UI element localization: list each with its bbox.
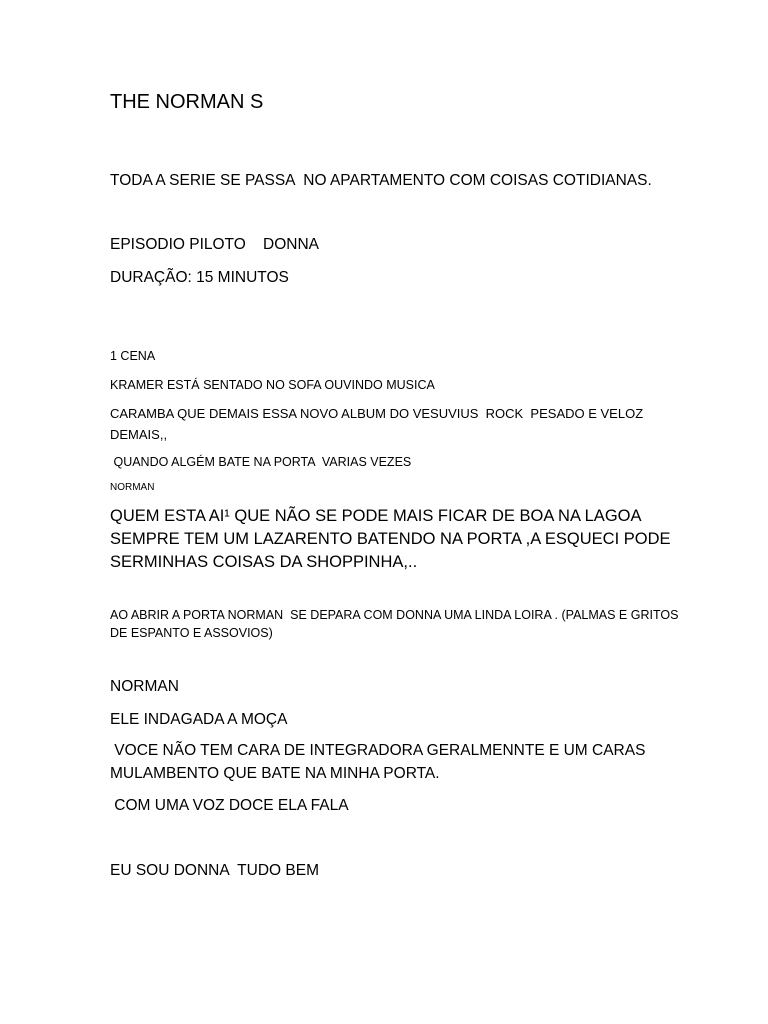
dialogue-line: SERMINHAS COISAS DA SHOPPINHA,.. bbox=[110, 553, 418, 571]
action-line: ELE INDAGADA A MOÇA bbox=[110, 711, 288, 728]
duration-line: DURAÇÃO: 15 MINUTOS bbox=[110, 269, 289, 286]
dialogue-line: VOCE NÃO TEM CARA DE INTEGRADORA GERALMENNTE E UM CARAS bbox=[110, 742, 646, 759]
scene-heading: 1 CENA bbox=[110, 349, 156, 363]
action-line: COM UMA VOZ DOCE ELA FALA bbox=[110, 797, 349, 814]
action-paragraph: KRAMER ESTÁ SENTADO NO SOFA OUVINDO MUSICA bbox=[110, 378, 435, 392]
dialogue-paragraph: CARAMBA QUE DEMAIS ESSA NOVO ALBUM DO VESUVIUS ROCK PESADO E VELOZ DEMAIS,, bbox=[110, 406, 647, 442]
dialogue-line: MULAMBENTO QUE BATE NA MINHA PORTA. bbox=[110, 765, 440, 782]
action-paragraph: AO ABRIR A PORTA NORMAN SE DEPARA COM DONNA UMA LINDA LOIRA . (PALMAS E GRITOS DE ESPANTO E ASSOVIOS) bbox=[110, 608, 682, 640]
episode-line: EPISODIO PILOTO DONNA bbox=[110, 236, 320, 253]
speaker-label: NORMAN bbox=[110, 482, 155, 493]
action-paragraph: QUANDO ALGÉM BATE NA PORTA VARIAS VEZES bbox=[110, 455, 412, 469]
speaker-label: NORMAN bbox=[110, 678, 179, 695]
series-premise: TODA A SERIE SE PASSA NO APARTAMENTO COM COISAS COTIDIANAS. bbox=[110, 172, 652, 189]
document-title: THE NORMAN S bbox=[110, 91, 264, 113]
dialogue-line: SEMPRE TEM UM LAZARENTO BATENDO NA PORTA ,A ESQUECI PODE bbox=[110, 530, 671, 548]
dialogue-line: EU SOU DONNA TUDO BEM bbox=[110, 862, 319, 879]
dialogue-line: QUEM ESTA AI¹ QUE NÃO SE PODE MAIS FICAR DE BOA NA LAGOA bbox=[110, 507, 642, 525]
